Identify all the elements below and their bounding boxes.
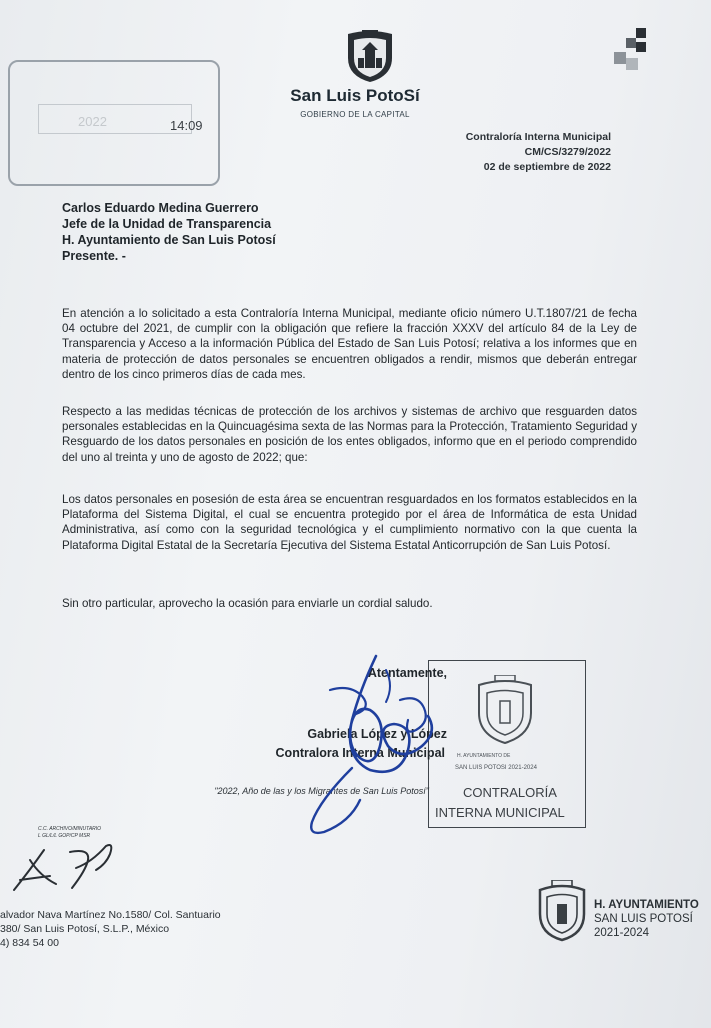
body-paragraph-3: Los datos personales en posesión de esta área se encuentran resguardados en los formatos establecidos en la Plataforma del Sistema Digital, el cual se encuentra protegido por el área de Informática de esta Unidad Administrativa, así como con la seguridad tecnológica y el cumplimiento normativo con la que cuenta la Plataforma Digital Estatal de la Secretaría Ejecutiva del Sistema Estatal Anticorrupción de San Luis Potosí. [62, 493, 637, 552]
signer-name: Gabriela López y López [307, 727, 447, 741]
closing-paragraph: Sin otro particular, aprovecho la ocasión para enviarle un cordial saludo. [62, 597, 433, 610]
ayuntamiento-shield-icon [534, 880, 590, 942]
handwritten-initials [10, 840, 120, 900]
addressee-block [62, 200, 276, 264]
coat-of-arms-logo [300, 28, 440, 84]
footer-address-line-2: 380/ San Luis Potosí, S.L.P., México [0, 923, 170, 935]
received-stamp-inner [38, 104, 192, 134]
addressee-institution: H. Ayuntamiento de San Luis Potosí [62, 233, 276, 247]
contraloria-stamp [428, 660, 586, 828]
cc-line-1: C.C. ARCHIVO/MINUTARIO [38, 826, 102, 832]
document-date: 02 de septiembre de 2022 [483, 161, 611, 173]
shield-icon [340, 28, 400, 84]
cc-block [38, 826, 101, 840]
footer-address-line-1: alvador Nava Martínez No.1580/ Col. Santuario [0, 909, 221, 921]
footer-phone: 4) 834 54 00 [0, 937, 59, 949]
pixel-squares-icon [612, 28, 648, 74]
received-stamp-time: 14:09 [170, 118, 203, 133]
reference-number: CM/CS/3279/2022 [524, 146, 611, 158]
stamp-line-3: CONTRALORÍA [463, 785, 557, 800]
motto-line: "2022, Año de las y los Migrantes de San Luis Potosí" [214, 786, 429, 796]
letterhead-title: San Luis PotoSí [290, 86, 420, 105]
signer-role: Contralora Interna Municipal [275, 746, 445, 760]
signature-greeting: Atentamente, [367, 666, 447, 680]
addressee-name: Carlos Eduardo Medina Guerrero [62, 201, 259, 215]
cc-line-2: L GL/L/L GOP/CP MSR [38, 833, 91, 839]
stamp-line-1: H. AYUNTAMIENTO DE [457, 753, 511, 759]
body-paragraph-1: En atención a lo solicitado a esta Contraloría Interna Municipal, mediante oficio número U.T.1807/21 de fecha 04 octubre del 2021, de cumplir con la obligación que refiere la fracción XXXV del artículo 84 de la Ley de Transparencia y Acceso a la información Pública del Estado de San Luis Potosí; relativa a los informes que en materia de protección de datos personales se encuentren obligados a rendir, mismos que deberán entregar dentro de los cinco primeros días de cada mes. [62, 307, 637, 381]
ayuntamiento-line-2: SAN LUIS POTOSÍ [594, 913, 693, 925]
handwritten-signature [290, 650, 450, 840]
letterhead-subtitle: GOBIERNO DE LA CAPITAL [300, 110, 410, 119]
stamp-line-4: INTERNA MUNICIPAL [435, 805, 565, 820]
ayuntamiento-line-3: 2021-2024 [594, 927, 649, 939]
stamp-line-2: SAN LUIS POTOSI 2021-2024 [455, 765, 537, 771]
salutation: Presente. - [62, 249, 126, 263]
footer-address [0, 908, 221, 950]
received-stamp-date: 2022 [78, 114, 107, 129]
stamp-shield-icon [473, 675, 537, 747]
footer-ayuntamiento [594, 898, 699, 940]
ayuntamiento-line-1: H. AYUNTAMIENTO [594, 899, 699, 911]
document-reference-block [466, 130, 611, 175]
office-name: Contraloría Interna Municipal [465, 131, 611, 143]
addressee-position: Jefe de la Unidad de Transparencia [62, 217, 272, 231]
body-paragraph-2: Respecto a las medidas técnicas de protección de los archivos y sistemas de archivo que resguarden datos personales establecidas en la Quincuagésima sexta de las Normas para la Protección, Tratamiento Seguridad y Resguardo de los datos personales en posición de los entes obligados, informo que en el periodo comprendido del uno al treinta y uno de agosto de 2022; que: [62, 405, 637, 464]
